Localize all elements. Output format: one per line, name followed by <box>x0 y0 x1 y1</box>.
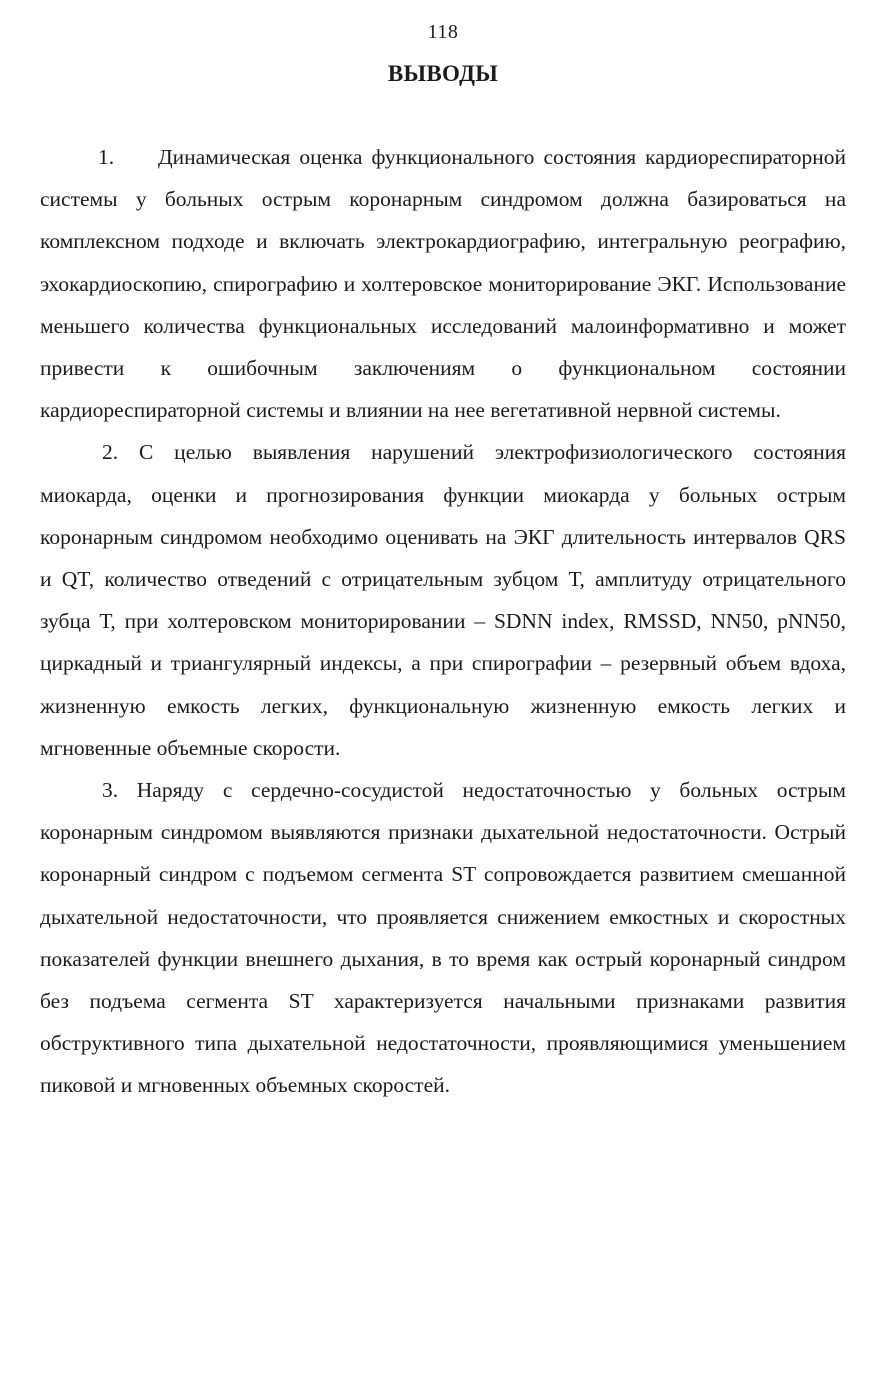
conclusion-number: 1. <box>98 145 115 169</box>
page-number: 118 <box>427 21 459 43</box>
conclusion-item-2 <box>40 431 846 769</box>
conclusion-item-3 <box>40 769 846 1107</box>
conclusion-text: С целью выявления нарушений электрофизиологического состояния миокарда, оценки и прогнозирования функции миокарда у больных острым коронарным синдромом необходимо оценивать на ЭКГ длительность интервалов QRS и QT, количество отведений с отрицательным зубцом Т, амплитуду отрицательного зубца Т, при холтеровском мониторировании – SDNN index, RMSSD, NN50, pNN50, циркадный и триангулярный индексы, а при спирографии – резервный объем вдоха, жизненную емкость легких, функциональную жизненную емкость легких и мгновенные объемные скорости. <box>40 440 846 760</box>
conclusion-number: 3. <box>102 778 119 803</box>
page-title: ВЫВОДЫ <box>387 61 499 86</box>
conclusion-item-1 <box>40 136 846 431</box>
conclusion-text: Наряду с сердечно-сосудистой недостаточностью у больных острым коронарным синдромом выявляются признаки дыхательной недостаточности. Острый коронарный синдром с подъемом сегмента ST сопровождается развитием смешанной дыхательной недостаточности, что проявляется снижением емкостных и скоростных показателей функции внешнего дыхания, в то время как острый коронарный синдром без подъема сегмента ST характеризуется начальными признаками развития обструктивного типа дыхательной недостаточности, проявляющимися уменьшением пиковой и мгновенных объемных скоростей. <box>40 778 847 1098</box>
conclusions-list <box>40 136 846 1107</box>
conclusion-text: Динамическая оценка функционального состояния кардиореспираторной системы у больных острым коронарным синдромом должна базироваться на комплексном подходе и включать электрокардиографию, интегральную реографию, эхокардиоскопию, спирографию и холтеровское мониторирование ЭКГ. Использование меньшего количества функциональных исследований малоинформативно и может привести к ошибочным заключениям о функциональном состоянии кардиореспираторной системы и влиянии на нее вегетативной нервной системы. <box>40 145 846 423</box>
conclusion-number: 2. <box>102 440 119 465</box>
